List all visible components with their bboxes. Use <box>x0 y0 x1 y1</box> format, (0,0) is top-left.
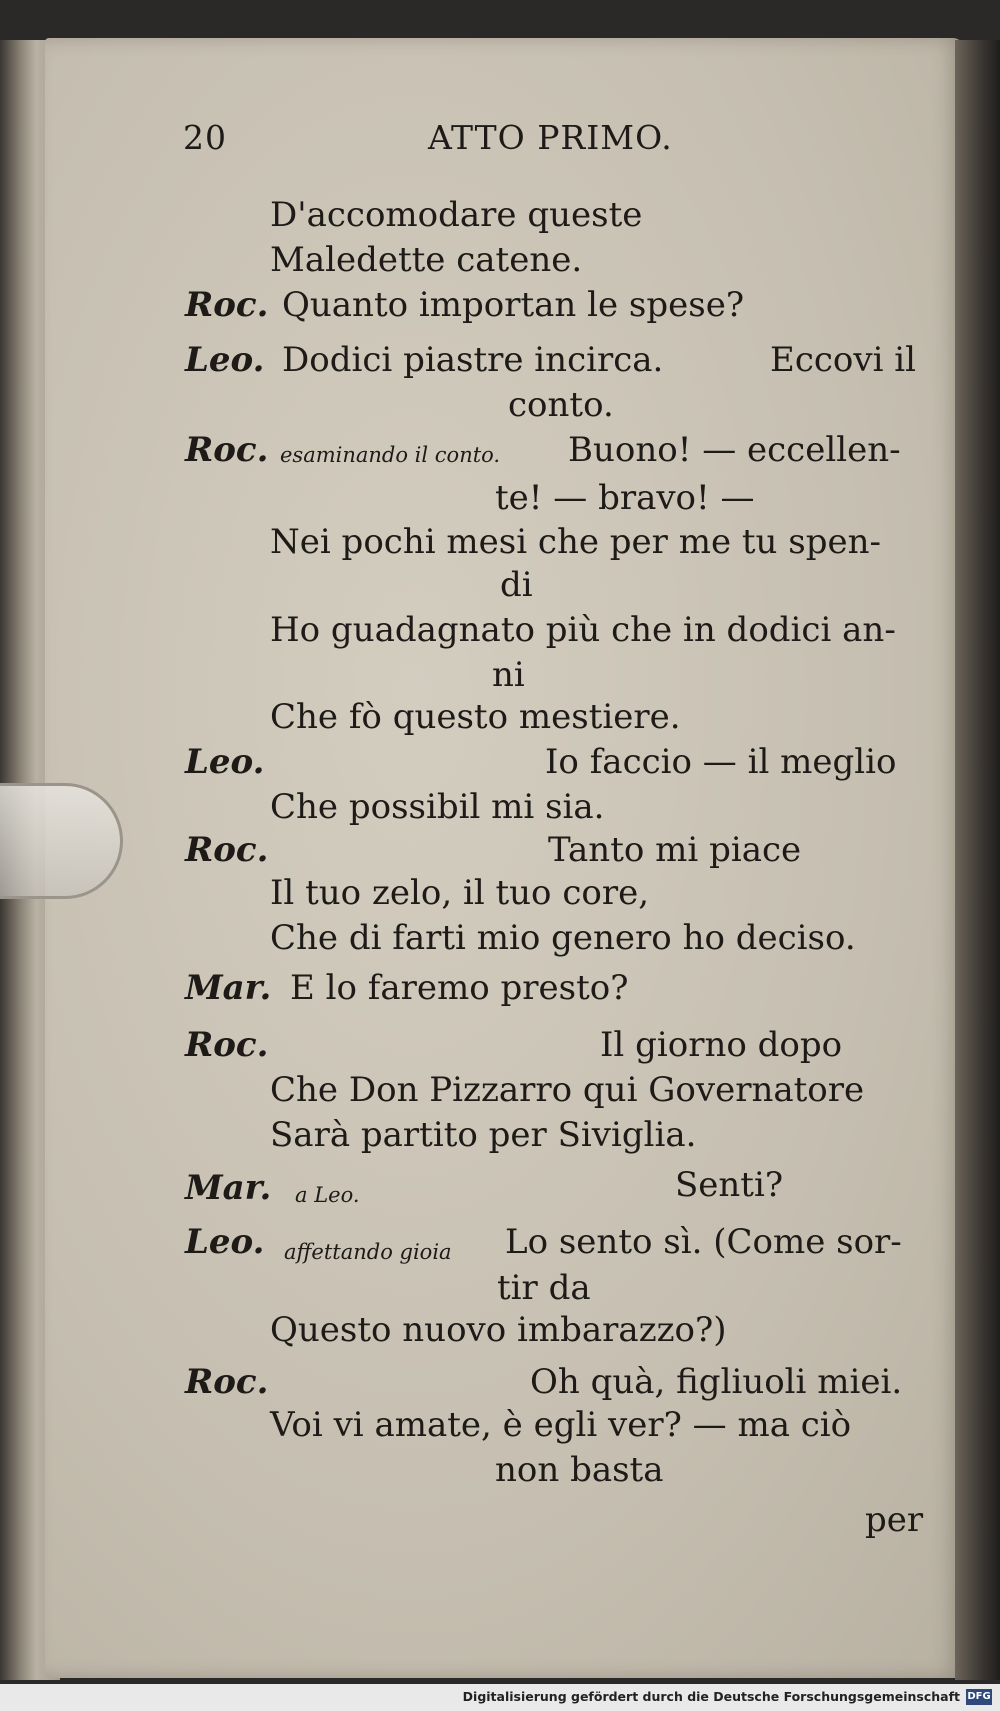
verse-line: tir da <box>497 1268 591 1308</box>
verse-line: Oh quà, figliuoli miei. <box>530 1362 903 1402</box>
verse-line: te! — bravo! — <box>495 478 755 518</box>
catchword: per <box>865 1500 924 1540</box>
speaker-label: Mar. <box>185 1168 272 1208</box>
funding-notice: Digitalisierung gefördert durch die Deutsche Forschungsgemeinschaft <box>462 1689 960 1704</box>
digitization-footer <box>0 1684 1000 1711</box>
verse-line: Che possibil mi sia. <box>270 787 605 827</box>
verse-line: D'accomodare queste <box>270 195 643 235</box>
verse-line: Il tuo zelo, il tuo core, <box>270 873 650 913</box>
verse-line: Nei pochi mesi che per me tu spen- <box>270 522 881 562</box>
verse-line: Questo nuovo imbarazzo?) <box>270 1310 727 1350</box>
verse-line: ni <box>492 655 525 695</box>
stage-direction: a Leo. <box>295 1183 360 1207</box>
page-number: 20 <box>183 118 227 157</box>
speaker-label: Roc. <box>185 1362 269 1402</box>
verse-line: Tanto mi piace <box>548 830 802 870</box>
verse-line: Eccovi il <box>770 340 917 380</box>
speaker-label: Roc. <box>185 430 269 470</box>
stage-direction: affettando gioia <box>284 1240 452 1264</box>
verse-line: Ho guadagnato più che in dodici an- <box>270 610 896 650</box>
verse-line: Lo sento sì. (Come sor- <box>505 1222 902 1262</box>
verse-line: Dodici piastre incirca. <box>282 340 664 380</box>
verse-line: Che di farti mio genero ho deciso. <box>270 918 856 958</box>
speaker-label: Roc. <box>185 1025 269 1065</box>
verse-line: conto. <box>508 385 614 425</box>
speaker-label: Leo. <box>185 1222 265 1262</box>
dfg-logo: DFG <box>966 1689 992 1705</box>
verse-line: Che fò questo mestiere. <box>270 697 681 737</box>
stage-direction: esaminando il conto. <box>280 443 501 467</box>
verse-line: Il giorno dopo <box>600 1025 843 1065</box>
speaker-label: Roc. <box>185 830 269 870</box>
verse-line: Sarà partito per Siviglia. <box>270 1115 697 1155</box>
verse-line: Quanto importan le spese? <box>282 285 745 325</box>
verse-line: E lo faremo presto? <box>290 968 629 1008</box>
speaker-label: Leo. <box>185 340 265 380</box>
page-header-title: ATTO PRIMO. <box>428 118 673 157</box>
verse-line: Voi vi amate, è egli ver? — ma ciò <box>270 1405 852 1445</box>
verse-line: non basta <box>495 1450 664 1490</box>
verse-line: Senti? <box>675 1165 784 1205</box>
speaker-label: Mar. <box>185 968 272 1008</box>
verse-line: Che Don Pizzarro qui Governatore <box>270 1070 865 1110</box>
page-clip <box>0 783 123 899</box>
verse-line: Io faccio — il meglio <box>545 742 897 782</box>
verse-line: Buono! — eccellen- <box>568 430 901 470</box>
verse-line: Maledette catene. <box>270 240 583 280</box>
book-edge-right <box>955 40 1000 1680</box>
speaker-label: Leo. <box>185 742 265 782</box>
verse-line: di <box>500 565 533 605</box>
speaker-label: Roc. <box>185 285 269 325</box>
